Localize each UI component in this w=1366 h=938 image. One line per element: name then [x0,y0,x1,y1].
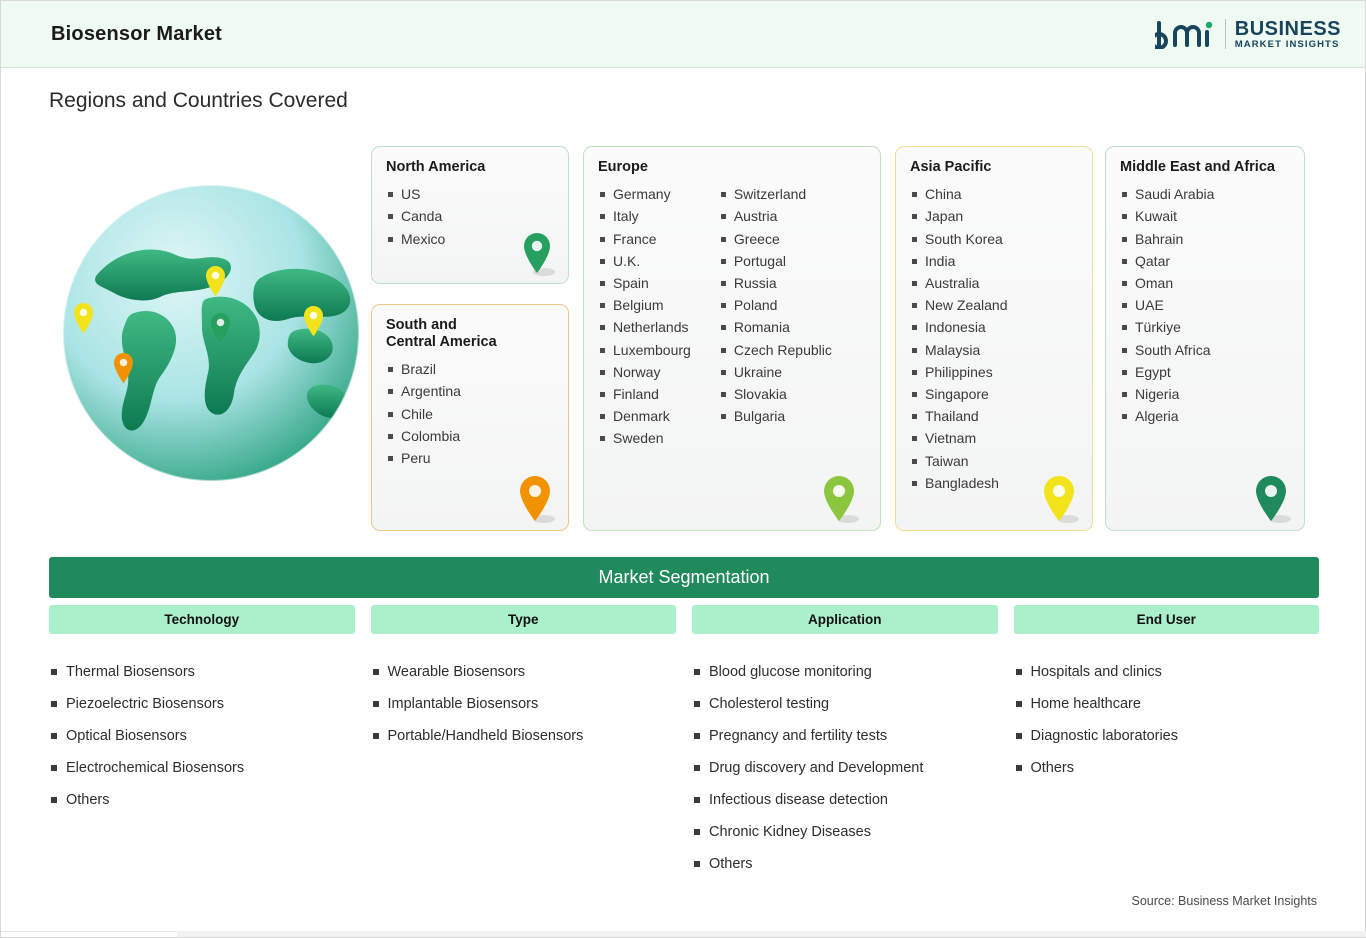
list-item: South Korea [910,228,1008,250]
list-item: Türkiye [1120,316,1214,338]
section-title: Regions and Countries Covered [49,89,348,112]
list-item: Portable/Handheld Biosensors [371,720,677,752]
segmentation-header-technology: Technology [49,605,355,634]
map-pin-icon-north-america [522,231,556,279]
region-card-south-and-central-america [371,304,569,531]
list-item: Implantable Biosensors [371,688,677,720]
map-pin-icon-asia-pacific [1042,474,1080,526]
list-item: Thermal Biosensors [49,656,355,688]
map-pin-icon-europe [822,474,860,526]
list-item: Germany [598,183,691,205]
list-item: Chile [386,403,461,425]
list-item: Poland [719,294,832,316]
segmentation-list-type [371,656,677,752]
region-title-north-america: North America [386,159,486,175]
list-item: Nigeria [1120,383,1214,405]
list-item: Peru [386,447,461,469]
map-pin-icon-south-and-central-america [518,474,556,526]
list-item: Austria [719,205,832,227]
list-item: Denmark [598,405,691,427]
list-item: Others [49,784,355,816]
list-item: US [386,183,445,205]
region-card-middle-east-and-africa [1105,146,1305,531]
region-title-line1: South and [386,317,457,333]
list-item: Switzerland [719,183,832,205]
list-item: Algeria [1120,405,1214,427]
list-item: Brazil [386,358,461,380]
list-item: Blood glucose monitoring [692,656,998,688]
list-item: Thailand [910,405,1008,427]
list-item: Others [1014,752,1320,784]
region-title-asia-pacific: Asia Pacific [910,159,992,175]
list-item: Italy [598,205,691,227]
region-title-middle-east-and-africa: Middle East and Africa [1120,159,1275,175]
region-country-list-europe-col2 [719,183,832,449]
region-country-list-europe-col1 [598,183,691,449]
list-item: Czech Republic [719,339,832,361]
region-title-south-and-central-america [386,317,554,351]
region-country-list-south-and-central-america [386,358,461,469]
list-item: Philippines [910,361,1008,383]
list-item: Sweden [598,427,691,449]
list-item: Netherlands [598,316,691,338]
list-item: Oman [1120,272,1214,294]
list-item: Luxembourg [598,339,691,361]
list-item: Optical Biosensors [49,720,355,752]
list-item: Argentina [386,380,461,402]
list-item: Electrochemical Biosensors [49,752,355,784]
market-segmentation-columns [49,605,1319,880]
segmentation-column-type [371,605,677,880]
list-item: Slovakia [719,383,832,405]
list-item: UAE [1120,294,1214,316]
list-item: Qatar [1120,250,1214,272]
list-item: Colombia [386,425,461,447]
source-note: Source: Business Market Insights [1131,894,1317,908]
market-segmentation-title: Market Segmentation [598,567,770,587]
list-item: South Africa [1120,339,1214,361]
segmentation-header-type: Type [371,605,677,634]
list-item: France [598,228,691,250]
list-item: Portugal [719,250,832,272]
logo [1155,19,1341,50]
segmentation-header-application: Application [692,605,998,634]
page-title: Biosensor Market [51,22,223,45]
bottom-strip [1,931,1366,937]
list-item: Greece [719,228,832,250]
page-header [1,1,1365,68]
list-item: Piezoelectric Biosensors [49,688,355,720]
list-item: Russia [719,272,832,294]
list-item: Spain [598,272,691,294]
list-item: Mexico [386,228,445,250]
list-item: China [910,183,1008,205]
segmentation-column-end-user [1014,605,1320,880]
region-country-list-middle-east-and-africa [1120,183,1214,427]
segmentation-column-technology [49,605,355,880]
list-item: Finland [598,383,691,405]
segmentation-header-end-user: End User [1014,605,1320,634]
regions-cards [371,146,1311,531]
segmentation-list-technology [49,656,355,816]
list-item: India [910,250,1008,272]
list-item: Kuwait [1120,205,1214,227]
list-item: Australia [910,272,1008,294]
map-pin-icon-middle-east-and-africa [1254,474,1292,526]
region-country-list-north-america [386,183,445,250]
list-item: Malaysia [910,339,1008,361]
list-item: Saudi Arabia [1120,183,1214,205]
list-item: Japan [910,205,1008,227]
list-item: Indonesia [910,316,1008,338]
list-item: Infectious disease detection [692,784,998,816]
list-item: Diagnostic laboratories [1014,720,1320,752]
market-segmentation-title-bar [49,557,1319,598]
segmentation-list-application [692,656,998,880]
region-card-north-america [371,146,569,284]
list-item: Wearable Biosensors [371,656,677,688]
list-item: U.K. [598,250,691,272]
list-item: New Zealand [910,294,1008,316]
list-item: Drug discovery and Development [692,752,998,784]
logo-text [1225,19,1341,50]
list-item: Belgium [598,294,691,316]
globe-illustration [56,181,366,481]
region-card-europe [583,146,881,531]
bottom-strip-segment [177,931,1366,937]
logo-brand: BUSINESS [1234,17,1341,40]
logo-subtitle: MARKET INSIGHTS [1234,38,1340,50]
list-item: Bulgaria [719,405,832,427]
list-item: Pregnancy and fertility tests [692,720,998,752]
list-item: Chronic Kidney Diseases [692,816,998,848]
list-item: Hospitals and clinics [1014,656,1320,688]
list-item: Ukraine [719,361,832,383]
list-item: Vietnam [910,427,1008,449]
list-item: Others [692,848,998,880]
region-title-europe: Europe [598,159,648,175]
list-item: Bangladesh [910,472,1008,494]
bmi-logo-icon [1155,19,1215,49]
globe-icon [56,181,366,481]
list-item: Cholesterol testing [692,688,998,720]
region-card-asia-pacific [895,146,1093,531]
segmentation-list-end-user [1014,656,1320,784]
list-item: Home healthcare [1014,688,1320,720]
region-country-list-asia-pacific [910,183,1008,494]
list-item: Norway [598,361,691,383]
list-item: Bahrain [1120,228,1214,250]
region-title-line2: Central America [386,334,497,351]
list-item: Canda [386,205,445,227]
list-item: Singapore [910,383,1008,405]
list-item: Egypt [1120,361,1214,383]
segmentation-column-application [692,605,998,880]
list-item: Taiwan [910,450,1008,472]
list-item: Romania [719,316,832,338]
